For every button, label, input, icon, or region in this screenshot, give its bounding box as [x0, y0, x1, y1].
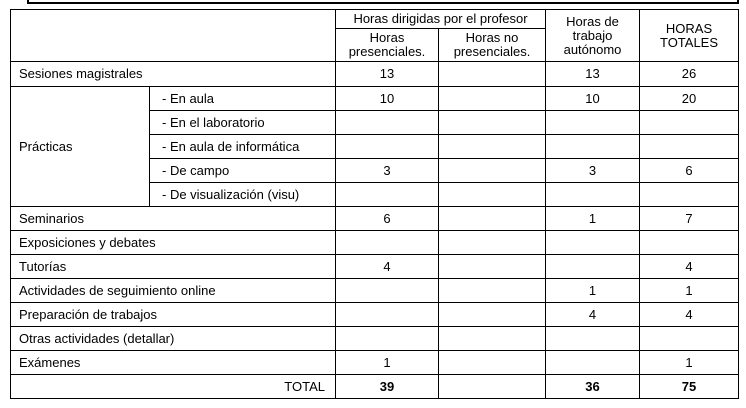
cell-total: 7: [640, 207, 739, 231]
cell-no-presenciales: [439, 111, 546, 135]
cell-presenciales: [336, 183, 439, 207]
cell-no-presenciales: [439, 231, 546, 255]
row-sublabel: - De campo: [150, 159, 336, 183]
header-dirigidas: Horas dirigidas por el profesor: [336, 10, 546, 29]
total-label: TOTAL: [11, 375, 336, 399]
table-row: [11, 279, 739, 303]
cell-autonomo: 1: [546, 279, 640, 303]
total-presenciales: 39: [336, 375, 439, 399]
table-row: [11, 87, 739, 111]
cell-presenciales: 6: [336, 207, 439, 231]
cell-no-presenciales: [439, 207, 546, 231]
header-presenciales: Horas presenciales.: [336, 29, 439, 62]
cell-presenciales: [336, 111, 439, 135]
cell-autonomo: [546, 255, 640, 279]
table-row: [11, 303, 739, 327]
row-label: Exámenes: [11, 351, 336, 375]
table-row: [11, 231, 739, 255]
cell-no-presenciales: [439, 303, 546, 327]
header-no-presenciales: Horas no presenciales.: [439, 29, 546, 62]
cell-total: [640, 111, 739, 135]
row-label: Seminarios: [11, 207, 336, 231]
cell-no-presenciales: [439, 279, 546, 303]
cell-autonomo: [546, 135, 640, 159]
cell-autonomo: [546, 351, 640, 375]
hours-table: [10, 9, 739, 399]
cell-presenciales: [336, 135, 439, 159]
cell-total: 26: [640, 62, 739, 87]
cell-no-presenciales: [439, 327, 546, 351]
row-sublabel: - En el laboratorio: [150, 111, 336, 135]
cell-presenciales: 4: [336, 255, 439, 279]
cell-autonomo: 3: [546, 159, 640, 183]
row-sublabel: - De visualización (visu): [150, 183, 336, 207]
table-row: [11, 327, 739, 351]
total-no-presenciales: [439, 375, 546, 399]
total-autonomo: 36: [546, 375, 640, 399]
cell-presenciales: [336, 327, 439, 351]
cell-autonomo: [546, 111, 640, 135]
header-autonomo: Horas de trabajo autónomo: [546, 10, 640, 62]
row-label: Preparación de trabajos: [11, 303, 336, 327]
cell-presenciales: [336, 231, 439, 255]
cell-total: 6: [640, 159, 739, 183]
row-label: Tutorías: [11, 255, 336, 279]
cell-autonomo: [546, 183, 640, 207]
cell-no-presenciales: [439, 135, 546, 159]
cell-presenciales: 13: [336, 62, 439, 87]
cell-autonomo: [546, 327, 640, 351]
table-row: [11, 207, 739, 231]
header-totales: HORAS TOTALES: [640, 10, 739, 62]
previous-table-border: [27, 0, 739, 4]
cell-autonomo: [546, 231, 640, 255]
cell-presenciales: 10: [336, 87, 439, 111]
header-row-1: [11, 10, 739, 29]
cell-presenciales: 3: [336, 159, 439, 183]
cell-no-presenciales: [439, 159, 546, 183]
row-label: Otras actividades (detallar): [11, 327, 336, 351]
cell-no-presenciales: [439, 87, 546, 111]
cell-no-presenciales: [439, 62, 546, 87]
practicas-label: Prácticas: [11, 87, 150, 207]
table-row: [11, 62, 739, 87]
cell-presenciales: 1: [336, 351, 439, 375]
cell-total: 1: [640, 279, 739, 303]
cell-total: 4: [640, 303, 739, 327]
row-label: Sesiones magistrales: [11, 62, 336, 87]
total-row: [11, 375, 739, 399]
cell-total: [640, 231, 739, 255]
row-sublabel: - En aula de informática: [150, 135, 336, 159]
cell-total: [640, 183, 739, 207]
cell-presenciales: [336, 303, 439, 327]
cell-presenciales: [336, 279, 439, 303]
cell-no-presenciales: [439, 351, 546, 375]
cell-autonomo: 13: [546, 62, 640, 87]
row-sublabel: - En aula: [150, 87, 336, 111]
cell-autonomo: 1: [546, 207, 640, 231]
row-label: Actividades de seguimiento online: [11, 279, 336, 303]
cell-no-presenciales: [439, 183, 546, 207]
table-row: [11, 351, 739, 375]
total-total: 75: [640, 375, 739, 399]
cell-total: [640, 135, 739, 159]
cell-total: 20: [640, 87, 739, 111]
cell-total: 1: [640, 351, 739, 375]
cell-autonomo: 10: [546, 87, 640, 111]
cell-total: [640, 327, 739, 351]
cell-autonomo: 4: [546, 303, 640, 327]
row-label: Exposiciones y debates: [11, 231, 336, 255]
header-empty-cell: [11, 10, 336, 62]
table-row: [11, 255, 739, 279]
cell-no-presenciales: [439, 255, 546, 279]
cell-total: 4: [640, 255, 739, 279]
